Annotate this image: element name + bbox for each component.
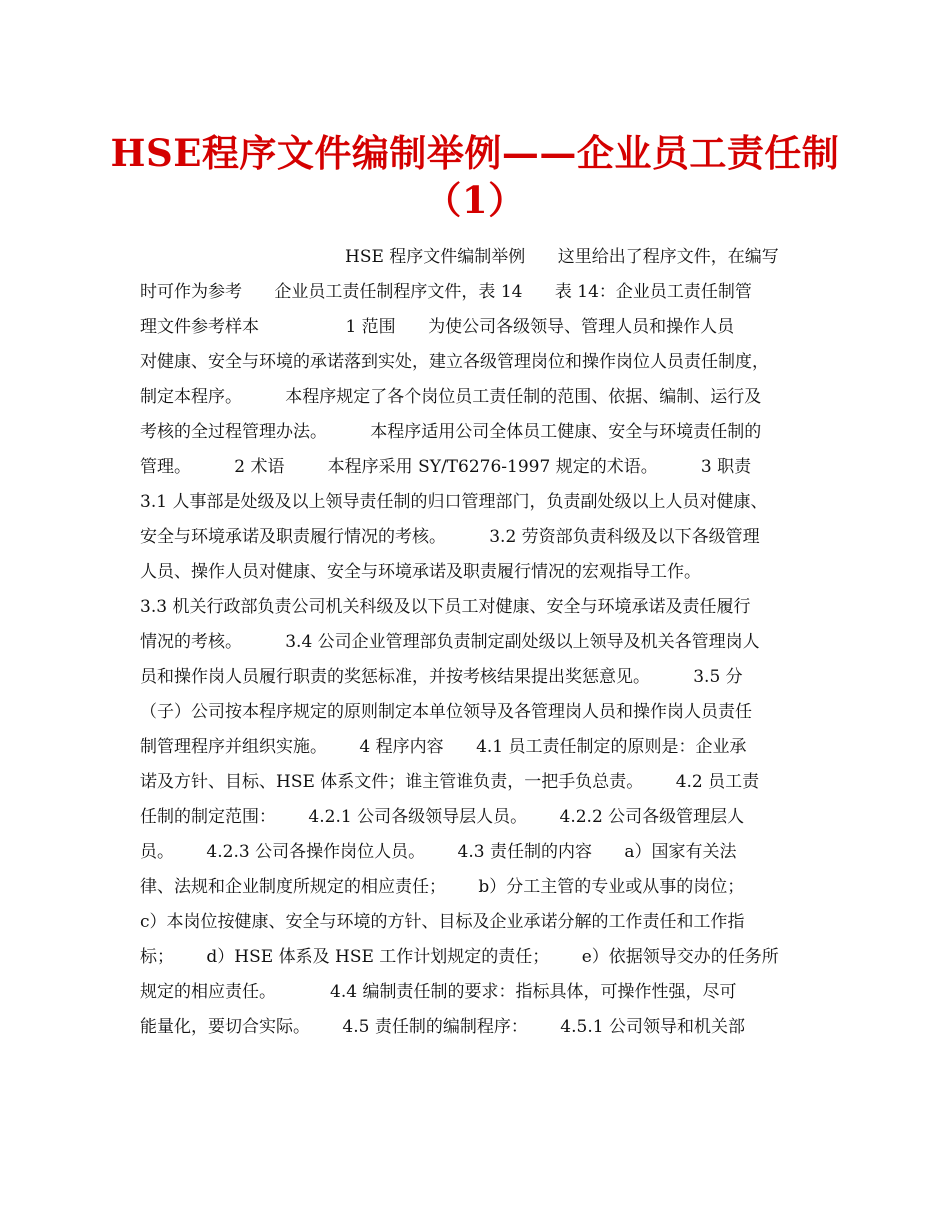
body-line: 能量化，要切合实际。 4.5 责任制的编制程序： 4.5.1 公司领导和机关部 xyxy=(140,1017,745,1037)
body-line: 标； d）HSE 体系及 HSE 工作计划规定的责任； e）依据领导交办的任务所 xyxy=(140,947,779,967)
body-line: 对健康、安全与环境的承诺落到实处，建立各级管理岗位和操作岗位人员责任制度， xyxy=(140,352,769,372)
body-line: 管理。 2 术语 本程序采用 SY/T6276-1997 规定的术语。 3 职责 xyxy=(140,457,752,477)
body-line: 人员、操作人员对健康、安全与环境承诺及职责履行情况的宏观指导工作。 xyxy=(140,562,701,582)
body-line: 规定的相应责任。 4.4 编制责任制的要求：指标具体，可操作性强，尽可 xyxy=(140,982,737,1002)
body-line: 制管理程序并组织实施。 4 程序内容 4.1 员工责任制定的原则是：企业承 xyxy=(140,737,747,757)
body-line: （子）公司按本程序规定的原则制定本单位领导及各管理岗人员和操作岗人员责任 xyxy=(140,702,752,722)
body-line: 情况的考核。 3.4 公司企业管理部负责制定副处级以上领导及机关各管理岗人 xyxy=(140,632,760,652)
body-line: 3.3 机关行政部负责公司机关科级及以下员工对健康、安全与环境承诺及责任履行 xyxy=(140,597,751,617)
body-line: 任制的制定范围： 4.2.1 公司各级领导层人员。 4.2.2 公司各级管理层人 xyxy=(140,807,745,827)
body-line: 理文件参考样本 1 范围 为使公司各级领导、管理人员和操作人员 xyxy=(140,317,735,337)
body-line: 律、法规和企业制度所规定的相应责任； b）分工主管的专业或从事的岗位； xyxy=(140,877,745,897)
body-line: 制定本程序。 本程序规定了各个岗位员工责任制的范围、依据、编制、运行及 xyxy=(140,387,762,407)
body-line: HSE 程序文件编制举例 这里给出了程序文件，在编写 xyxy=(345,247,779,267)
body-line: 员。 4.2.3 公司各操作岗位人员。 4.3 责任制的内容 a）国家有关法 xyxy=(140,842,737,862)
body-line: 考核的全过程管理办法。 本程序适用公司全体员工健康、安全与环境责任制的 xyxy=(140,422,762,442)
body-line: 3.1 人事部是处级及以上领导责任制的归口管理部门，负责副处级以上人员对健康、 xyxy=(140,492,768,512)
body-line: 员和操作岗人员履行职责的奖惩标准，并按考核结果提出奖惩意见。 3.5 分 xyxy=(140,667,743,687)
document-title-line-1: HSE程序文件编制举例——企业员工责任制 xyxy=(110,131,840,175)
body-line: c）本岗位按健康、安全与环境的方针、目标及企业承诺分解的工作责任和工作指 xyxy=(140,912,745,932)
body-line: 安全与环境承诺及职责履行情况的考核。 3.2 劳资部负责科级及以下各级管理 xyxy=(140,527,760,547)
document-body xyxy=(140,240,840,1045)
body-line: 诺及方针、目标、HSE 体系文件；谁主管谁负责，一把手负总责。 4.2 员工责 xyxy=(140,772,760,792)
body-line: 时可作为参考 企业员工责任制程序文件，表 14 表 14：企业员工责任制管 xyxy=(140,282,752,302)
document-title-line-2: （1） xyxy=(424,178,526,222)
